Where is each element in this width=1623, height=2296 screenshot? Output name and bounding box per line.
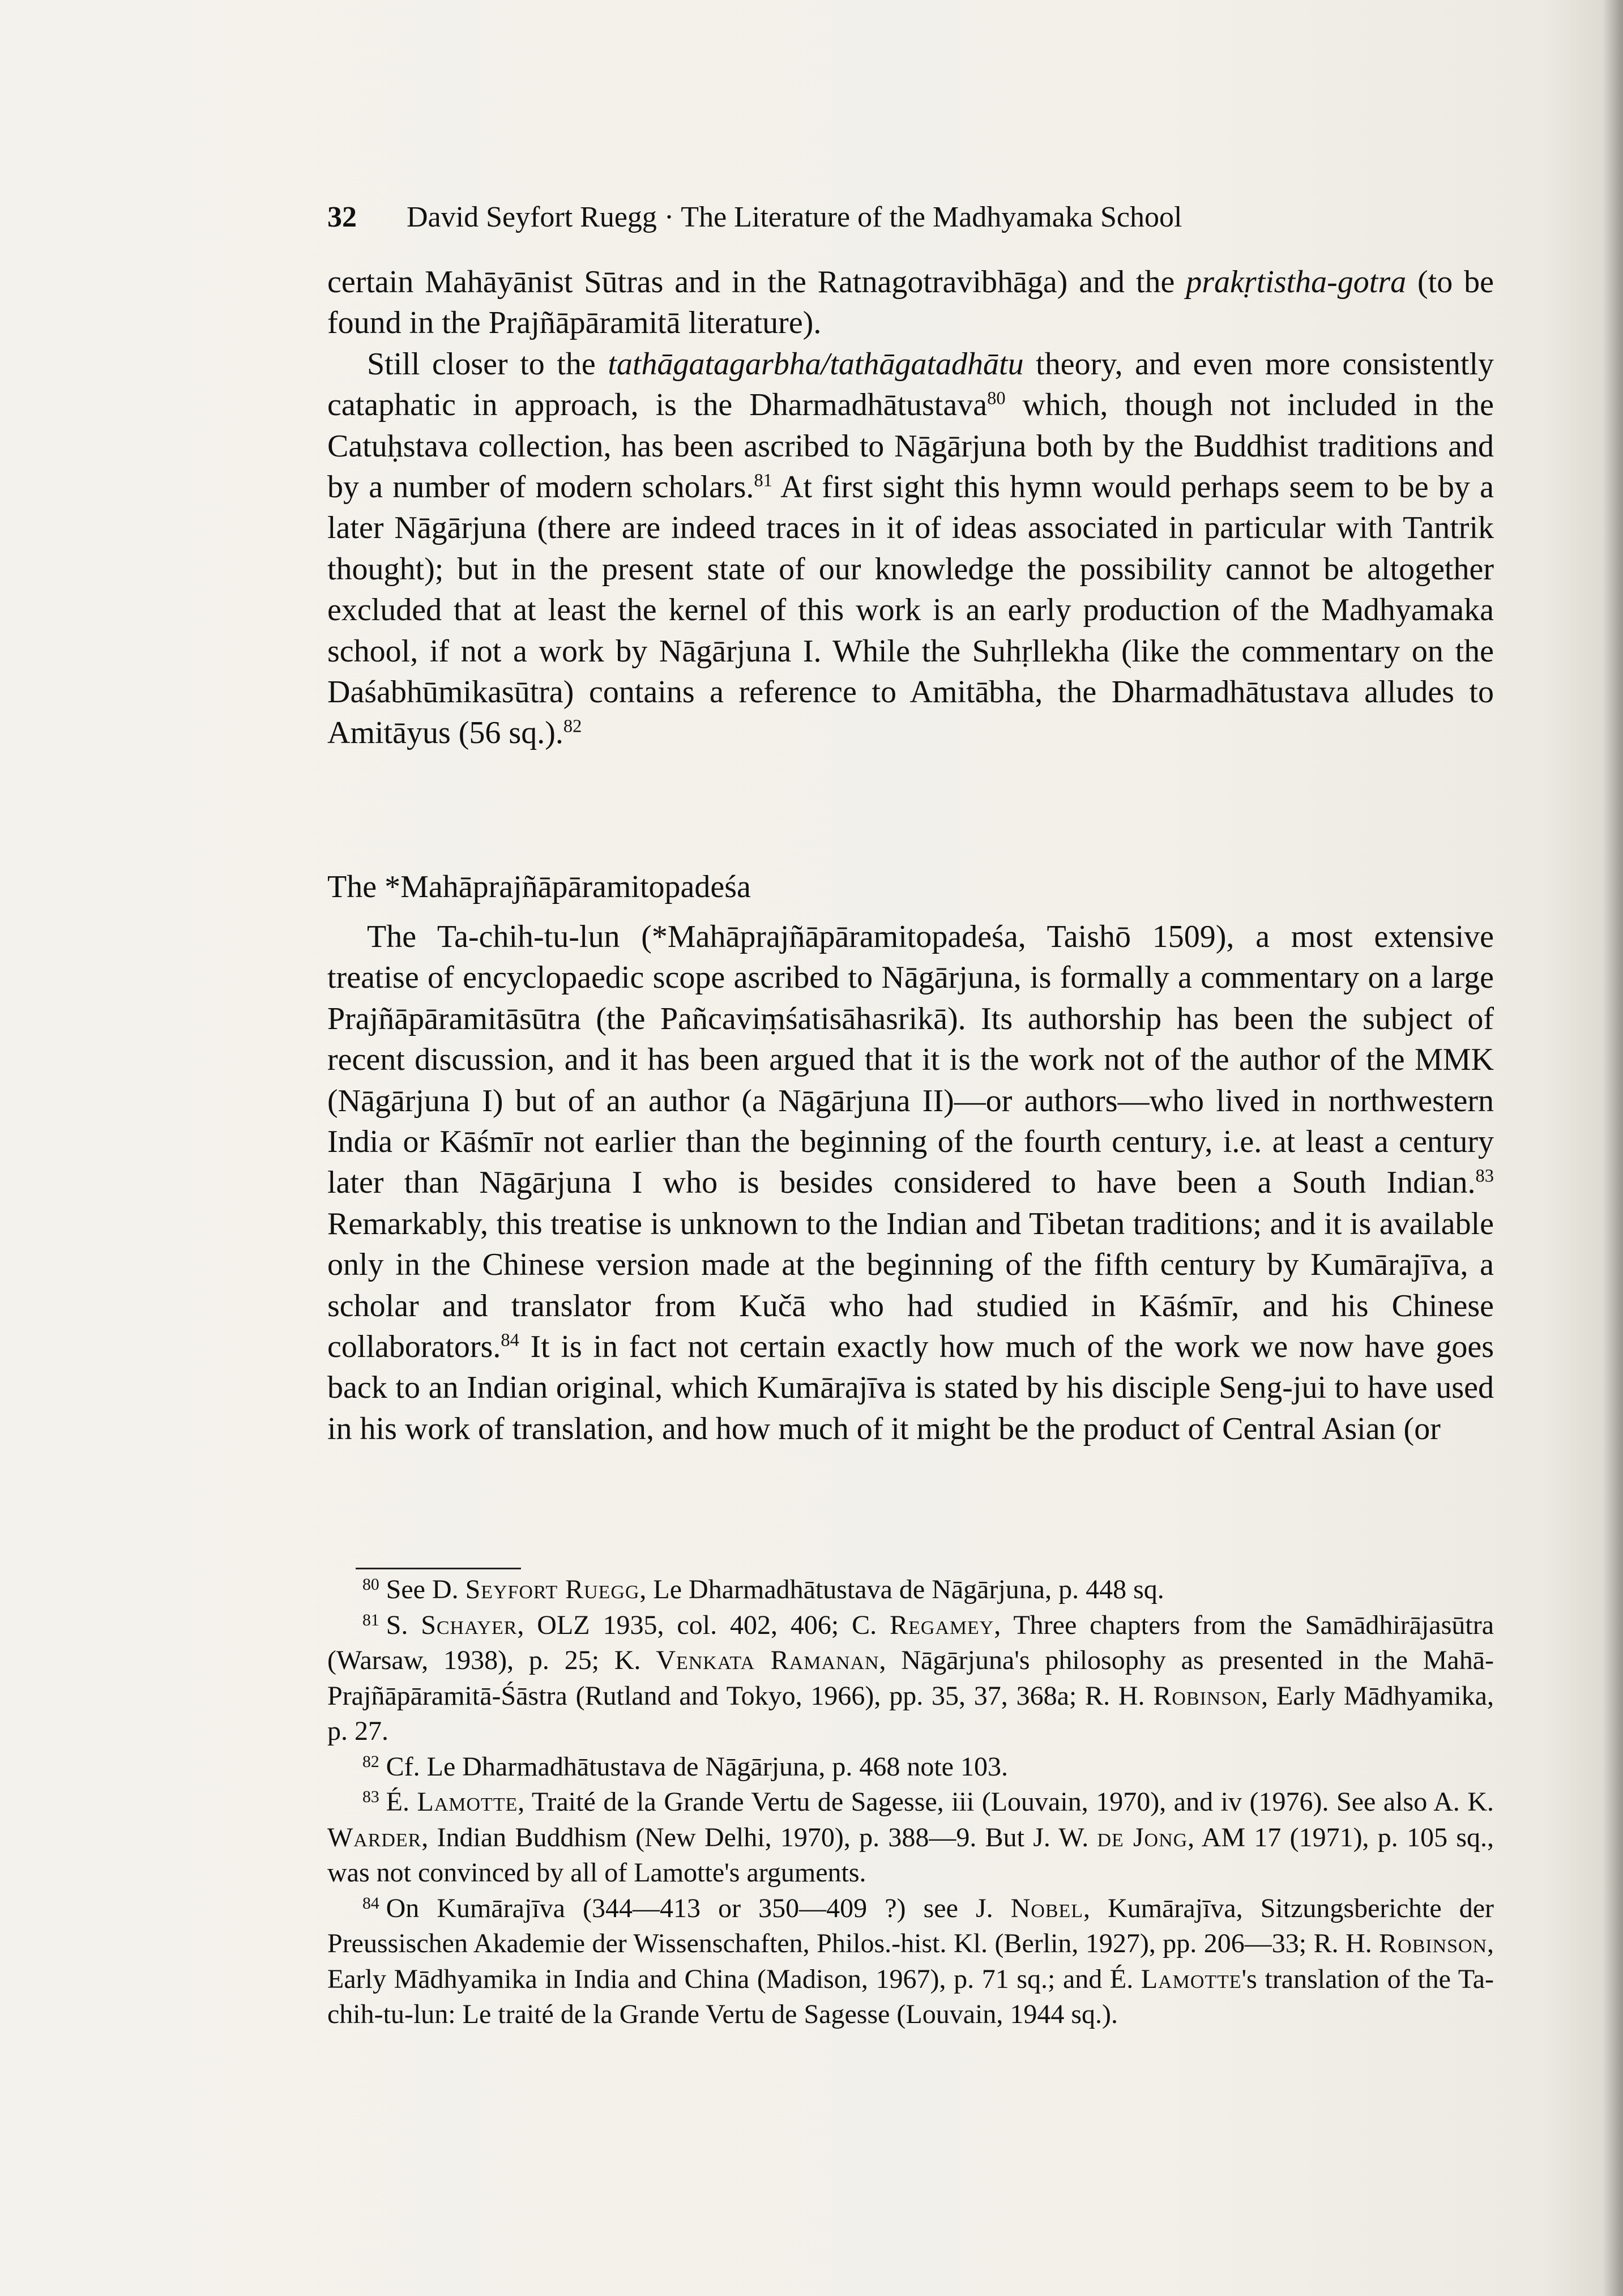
footnote-ref-84[interactable]: 84	[501, 1330, 519, 1351]
footnote-81: $^{81}$ S. Schayer, OLZ 1935, col. 402, 406; C. Regamey, Three chapters from the Samādhirājasūtra (Warsaw, 1938), p. 25; K. Venkata Ramanan, Nāgārjuna's philosophy as presented in the Mahā-Prajñāpāramitā-Śāstra (Rutland and Tokyo, 1966), pp. 35, 37, 368a; R. H. Robinson, Early Mādhyamika, p. 27.	[327, 1610, 1494, 1746]
body-lower	[327, 916, 1494, 1449]
footnote-ref-83[interactable]: 83	[1475, 1166, 1494, 1187]
paragraph-2: Still closer to the tathāgatagarbha/tathāgatadhātu theory, and even more consistently cataphatic in approach, is the Dharmadhātustava$^{80}$ which, though not included in the Catuḥstava collection, has been ascribed to Nāgārjuna both by the Buddhist traditions and by a number of modern scholars.$^{81}$ At first sight this hymn would perhaps seem to be by a later Nāgārjuna (there are indeed traces in it of ideas associated in particular with Tantrik thought); but in the present state of our knowledge the possibility cannot be altogether excluded that at least the kernel of this work is an early production of the Madhyamaka school, if not a work by Nāgārjuna I. While the Suhṛllekha (like the commentary on the Daśabhūmikasūtra) contains a reference to Amitābha, the Dharmadhātustava alludes to Amitāyus (56 sq.).$^{82}$	[327, 346, 1494, 751]
footnote-82: $^{82}$ Cf. Le Dharmadhātustava de Nāgārjuna, p. 468 note 103.	[362, 1751, 1008, 1782]
footnote-ref-82[interactable]: 82	[563, 716, 582, 737]
footnote-80: $^{80}$ See D. Seyfort Ruegg, Le Dharmadhātustava de Nāgārjuna, p. 448 sq.	[362, 1574, 1164, 1604]
page-edge-shadow	[1603, 0, 1623, 2296]
footnote-83: $^{83}$ É. Lamotte, Traité de la Grande Vertu de Sagesse, iii (Louvain, 1970), and iv (1976). See also A. K. Warder, Indian Buddhism (New Delhi, 1970), p. 388—9. But J. W. de Jong, AM 17 (1971), p. 105 sq., was not convinced by all of Lamotte's arguments.	[327, 1787, 1494, 1888]
paragraph-1: certain Mahāyānist Sūtras and in the Ratnagotravibhāga) and the prakṛtistha-gotra (to be found in the Prajñāpāramitā literature).	[327, 264, 1494, 341]
footnotes	[327, 1572, 1494, 2033]
section-heading: The *Mahāprajñāpāramitopadeśa	[327, 869, 751, 904]
footnote-ref-81[interactable]: 81	[754, 470, 772, 491]
paragraph-3: The Ta-chih-tu-lun (*Mahāprajñāpāramitopadeśa, Taishō 1509), a most extensive treatise of encyclopaedic scope ascribed to Nāgārjuna, is formally a commentary on a large Prajñāpāramitāsūtra (the Pañcaviṃśatisāhasrikā). Its authorship has been the subject of recent discussion, and it has been argued that it is the work not of the author of the MMK (Nāgārjuna I) but of an author (a Nāgārjuna II)—or authors—who lived in northwestern India or Kāśmīr not earlier than the beginning of the fourth century, i.e. at least a century later than Nāgārjuna I who is besides considered to have been a South Indian.$^{83}$ Remarkably, this treatise is unknown to the Indian and Tibetan traditions; and it is available only in the Chinese version made at the beginning of the fifth century by Kumārajīva, a scholar and translator from Kučā who had studied in Kāśmīr, and his Chinese collaborators.$^{84}$ It is in fact not certain exactly how much of the work we now have goes back to an Indian original, which Kumārajīva is stated by his disciple Seng-jui to have used in his work of translation, and how much of it might be the product of Central Asian (or	[327, 919, 1494, 1446]
footnote-divider	[356, 1568, 521, 1569]
footnote-84: $^{84}$ On Kumārajīva (344—413 or 350—409 ?) see J. Nobel, Kumārajīva, Sitzungsberichte der Preussischen Akademie der Wissenschaften, Philos.-hist. Kl. (Berlin, 1927), pp. 206—33; R. H. Robinson, Early Mādhyamika in India and China (Madison, 1967), p. 71 sq.; and É. Lamotte's translation of the Ta-chih-tu-lun: Le traité de la Grande Vertu de Sagesse (Louvain, 1944 sq.).	[327, 1893, 1494, 2029]
footnote-ref-80[interactable]: 80	[987, 388, 1006, 409]
italic-term: prakṛtistha-gotra	[1186, 264, 1407, 300]
italic-term: tathāgatagarbha/tathāgatadhātu	[608, 346, 1024, 382]
running-title: David Seyfort Ruegg · The Literature of the Madhyamaka School	[407, 201, 1182, 233]
page-number: 32	[327, 201, 357, 233]
body-upper	[327, 262, 1494, 754]
running-header	[327, 199, 1392, 236]
